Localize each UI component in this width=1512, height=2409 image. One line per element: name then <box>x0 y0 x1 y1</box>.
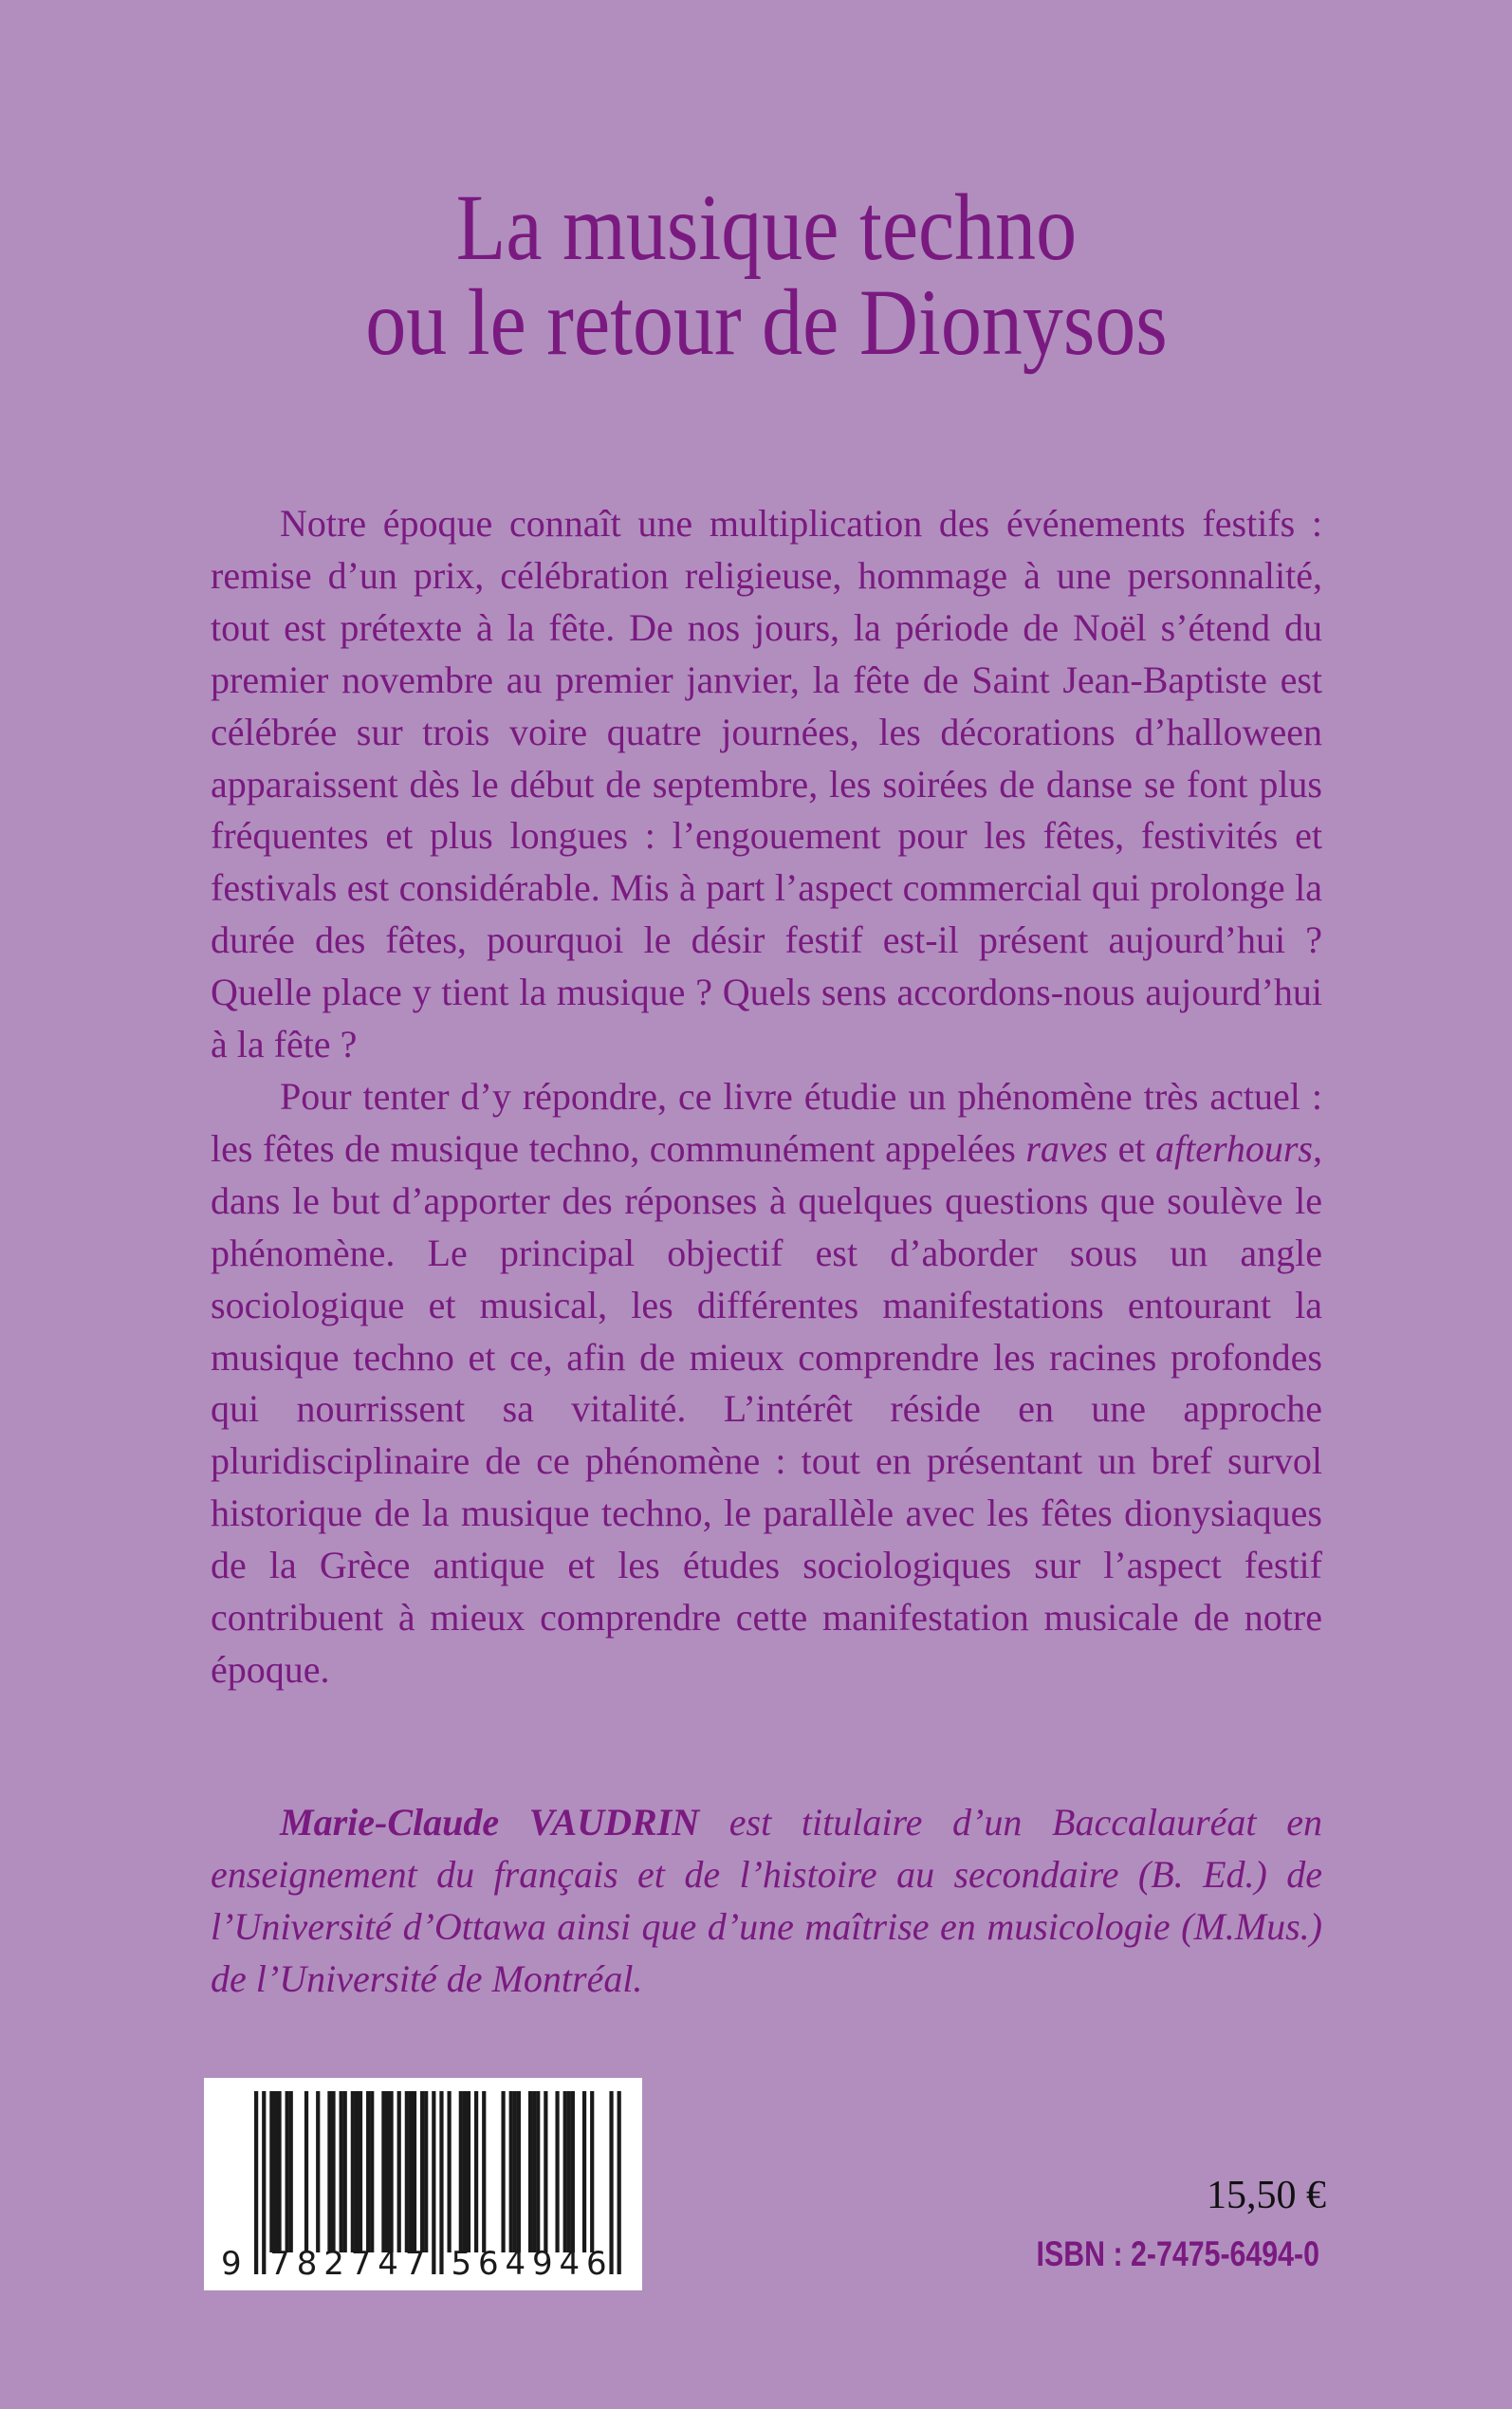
isbn: ISBN : 2-7475-6494-0 <box>1036 2234 1319 2273</box>
barcode <box>204 2078 642 2290</box>
svg-text:6: 6 <box>478 2245 499 2283</box>
svg-text:9: 9 <box>532 2245 553 2283</box>
svg-text:4: 4 <box>505 2245 526 2283</box>
title-line-2: ou le retour de Dionysos <box>365 269 1168 375</box>
svg-text:9: 9 <box>221 2245 242 2283</box>
summary-italic-afterhours: afterhours <box>1155 1126 1313 1170</box>
svg-text:6: 6 <box>586 2245 607 2283</box>
author-bio-paragraph <box>211 1796 1322 2005</box>
author-bio-text: est titulaire d’un Baccalauréat en enseignement du français et de l’histoire au secondaire (B. Ed.) de l’Université d’Ottawa ainsi que d’une maîtrise en musicologie (M.Mus.) de l’Université de Montréal. <box>211 1801 1322 2000</box>
summary-italic-raves: raves <box>1025 1126 1108 1170</box>
svg-text:8: 8 <box>296 2245 318 2283</box>
summary-paragraph-2 <box>211 1071 1322 1696</box>
svg-text:2: 2 <box>323 2245 344 2283</box>
svg-text:4: 4 <box>559 2245 581 2283</box>
summary-text: , dans le but d’apporter des réponses à quelques questions que soulève le phénomène. Le principal objectif est d’aborder sous un angle sociologique et musical, les différentes manifestations entourant la musique techno et ce, afin de mieux comprendre les racines profondes qui nourrissent sa vitalité. L’intérêt réside en une approche pluridisciplinaire de ce phénomène : tout en présentant un bref survol historique de la musique techno, le parallèle avec les fêtes dionysiaques de la Grèce antique et les études sociologiques sur l’aspect festif contribuent à mieux comprendre cette manifestation musicale de notre époque. <box>211 1126 1322 1691</box>
summary-text: et <box>1108 1126 1156 1170</box>
book-summary <box>211 498 1322 1696</box>
book-title <box>107 175 1426 375</box>
barcode-icon <box>204 2078 642 2290</box>
summary-text: Pour tenter d’y répondre, ce livre étudie un phénomène très actuel : les fêtes de musique techno, communément appelées <box>211 1074 1322 1170</box>
author-name: Marie-Claude VAUDRIN <box>280 1801 700 1844</box>
price: 15,50 € <box>1207 2174 1326 2217</box>
svg-text:4: 4 <box>378 2245 398 2283</box>
title-line-1: La musique techno <box>455 175 1078 280</box>
svg-text:7: 7 <box>404 2245 426 2283</box>
summary-paragraph-1: Notre époque connaît une multiplication des événements festifs : remise d’un prix, célébration religieuse, hommage à une personnalité, tout est prétexte à la fête. De nos jours, la période de Noël s’étend du premier novembre au premier janvier, la fête de Saint Jean-Baptiste est célébrée sur trois voire quatre journées, les décorations d’halloween apparaissent dès le début de septembre, les soirées de danse se font plus fréquentes et plus longues : l’engouement pour les fêtes, festivités et festivals est considérable. Mis à part l’aspect commercial qui prolonge la durée des fêtes, pourquoi le désir festif est-il présent aujourd’hui ? Quelle place y tient la musique ? Quels sens accordons-nous aujourd’hui à la fête ? <box>211 502 1322 1066</box>
svg-text:7: 7 <box>269 2245 290 2283</box>
author-bio <box>211 1796 1322 2005</box>
svg-text:7: 7 <box>350 2245 372 2283</box>
svg-text:5: 5 <box>451 2245 472 2283</box>
